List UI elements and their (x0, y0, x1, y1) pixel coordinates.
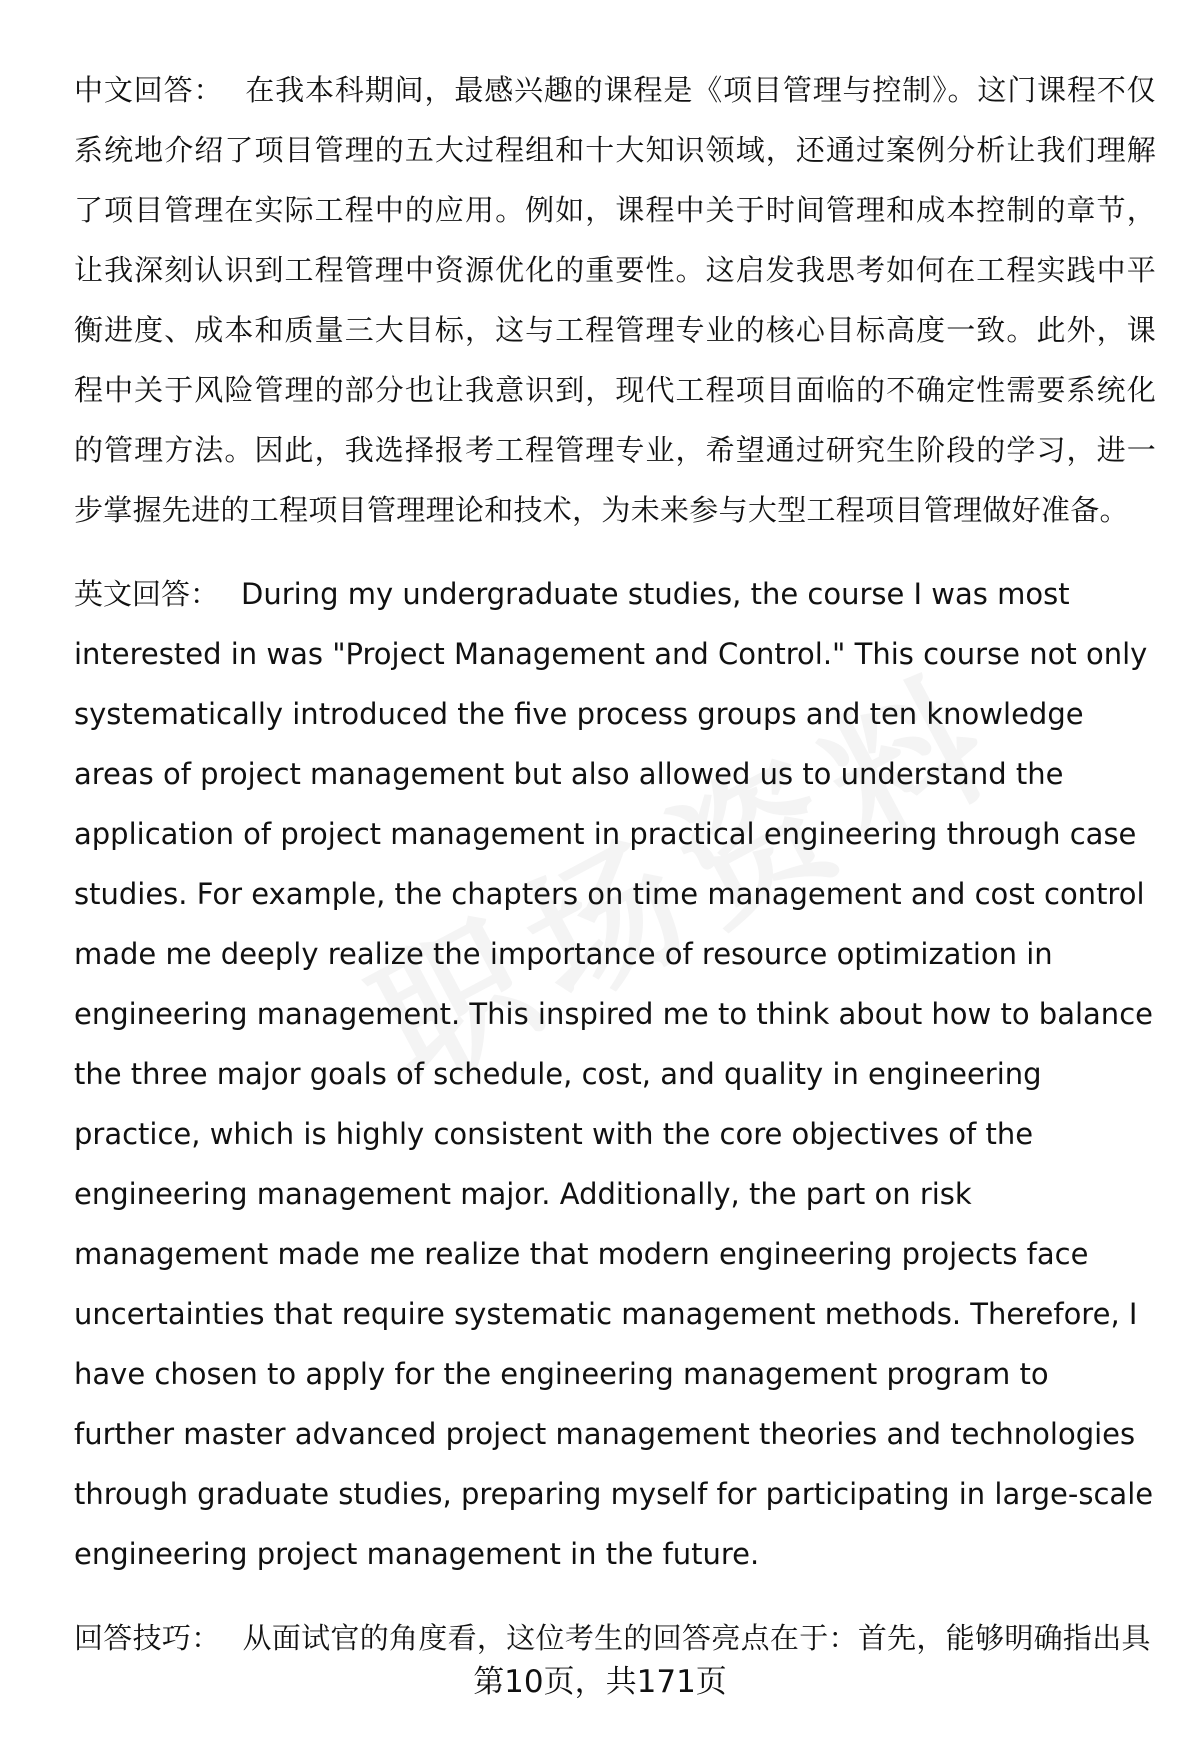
page-indicator: 第10页，共171页 (473, 1664, 727, 1700)
chinese-answer-label: 中文回答： (74, 73, 224, 107)
answer-tips-paragraph (74, 1608, 1156, 1668)
answer-tips-label: 回答技巧： (74, 1621, 221, 1655)
answer-tips-text: 从面试官的角度看，这位考生的回答亮点在于：首先，能够明确指出具 (242, 1621, 1151, 1655)
english-answer-label: 英文回答： (74, 577, 220, 611)
english-answer-paragraph (74, 564, 1156, 1584)
chinese-answer-paragraph (74, 60, 1156, 540)
chinese-answer-text: 在我本科期间，最感兴趣的课程是《项目管理与控制》。这门课程不仅系统地介绍了项目管理的五大过程组和十大知识领域，还通过案例分析让我们理解了项目管理在实际工程中的应用。例如，课程中关于时间管理和成本控制的章节，让我深刻认识到工程管理中资源优化的重要性。这启发我思考如何在工程实践中平衡进度、成本和质量三大目标，这与工程管理专业的核心目标高度一致。此外，课程中关于风险管理的部分也让我意识到，现代工程项目面临的不确定性需要系统化的管理方法。因此，我选择报考工程管理专业，希望通过研究生阶段的学习，进一步掌握先进的工程项目管理理论和技术，为未来参与大型工程项目管理做好准备。 (74, 73, 1156, 527)
english-answer-text: During my undergraduate studies, the course I was most interested in was "Project Management and Control." This course not only systematically introduced the five process groups and ten knowledge areas of project management but also allowed us to understand the application of project management in practical engineering through case studies. For example, the chapters on time management and cost control made me deeply realize the importance of resource optimization in engineering management. This inspired me to think about how to balance the three major goals of schedule, cost, and quality in engineering practice, which is highly consistent with the core objectives of the engineering management major. Additionally, the part on risk management made me realize that modern engineering projects face uncertainties that require systematic management methods. Therefore, I have chosen to apply for the engineering management program to further master advanced project management theories and technologies through graduate studies, preparing myself for participating in large-scale engineering project management in the future. (74, 577, 1154, 1571)
paragraph-gap (74, 1584, 1156, 1608)
document-content (74, 60, 1156, 1668)
paragraph-gap (74, 540, 1156, 564)
